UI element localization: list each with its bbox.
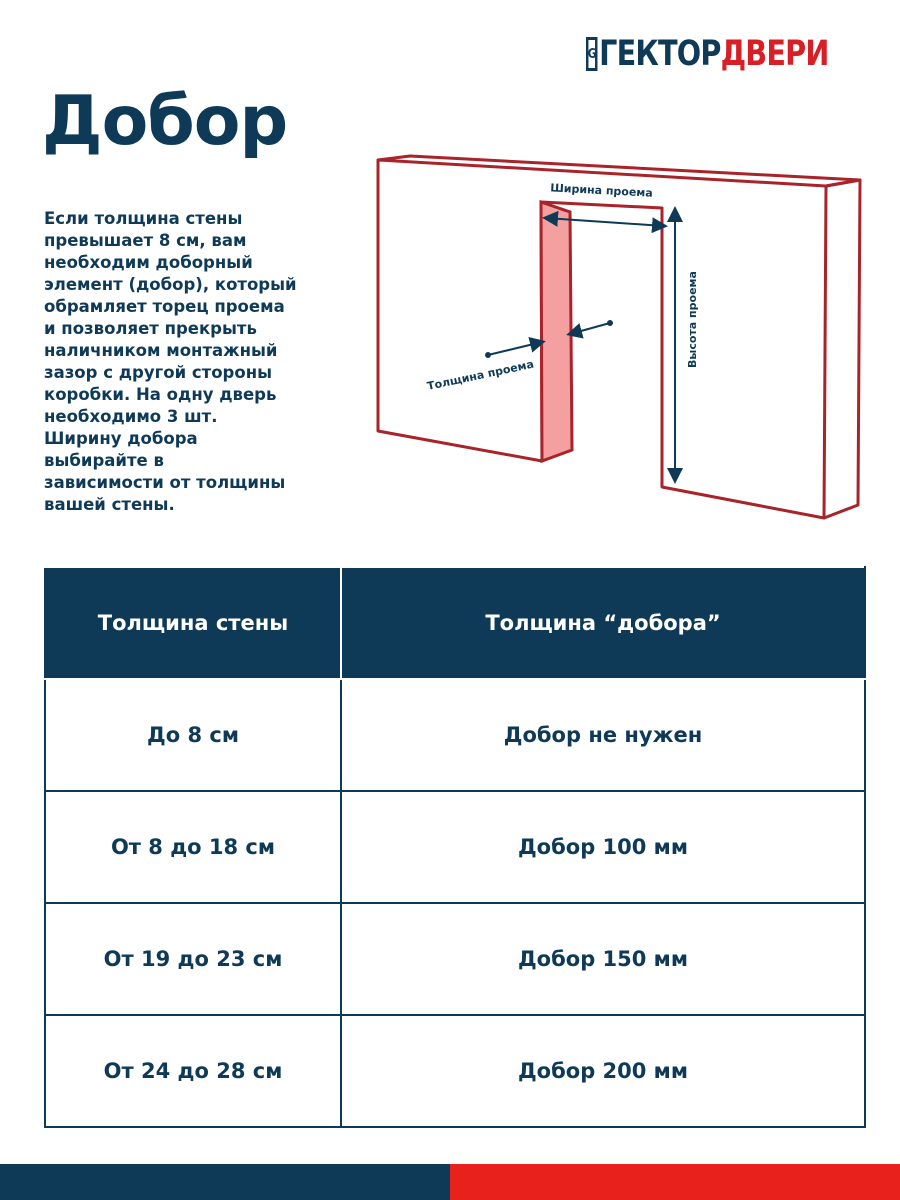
brand-name-part1: ГЕКТОР: [599, 34, 721, 74]
wall-top-face: [378, 156, 860, 186]
page-title: Добор: [42, 82, 288, 161]
footer-bar-blue: [0, 1164, 450, 1200]
intro-text: Если толщина стены превышает 8 см, вам необходим доборный элемент (добор), который обрамляет торец проема и позволяет прекрыть наличником монтажный зазор с другой стороны коробки. На одну дверь необходимо 3 шт. Ширину добора выбирайте в зависимости от толщины вашей стены.: [44, 209, 297, 514]
table-header-row: [45, 567, 865, 679]
cell-wall-thickness: От 8 до 18 см: [45, 791, 341, 903]
opening-reveal: [541, 202, 572, 461]
door-opening-diagram: [370, 150, 870, 530]
table-row: [45, 903, 865, 1015]
cell-wall-thickness: До 8 см: [45, 679, 341, 791]
table-row: [45, 791, 865, 903]
brand-mark-icon: G: [586, 37, 597, 71]
cell-dobor-thickness: Добор 150 мм: [341, 903, 865, 1015]
wall-side-face: [824, 180, 860, 518]
dobor-size-table: [44, 566, 866, 1128]
height-label: Высота проема: [686, 271, 699, 368]
brand-logo: [586, 34, 829, 74]
cell-dobor-thickness: Добор 200 мм: [341, 1015, 865, 1127]
thickness-label: Толщина проема: [425, 357, 535, 393]
cell-dobor-thickness: Добор 100 мм: [341, 791, 865, 903]
brand-name-part2: ДВЕРИ: [720, 34, 829, 74]
table-row: [45, 1015, 865, 1127]
header-dobor-thickness: Толщина “добора”: [341, 567, 865, 679]
thickness-arrow-left: [488, 342, 542, 355]
header-wall-thickness: Толщина стены: [45, 567, 341, 679]
wall-outline: [378, 156, 860, 518]
wall-front-face: [378, 160, 826, 518]
cell-wall-thickness: От 24 до 28 см: [45, 1015, 341, 1127]
footer-bar-red: [450, 1164, 900, 1200]
thickness-arrow-right: [570, 323, 610, 334]
table-row: [45, 679, 865, 791]
cell-wall-thickness: От 19 до 23 см: [45, 903, 341, 1015]
cell-dobor-thickness: Добор не нужен: [341, 679, 865, 791]
width-label: Ширина проема: [549, 181, 654, 200]
